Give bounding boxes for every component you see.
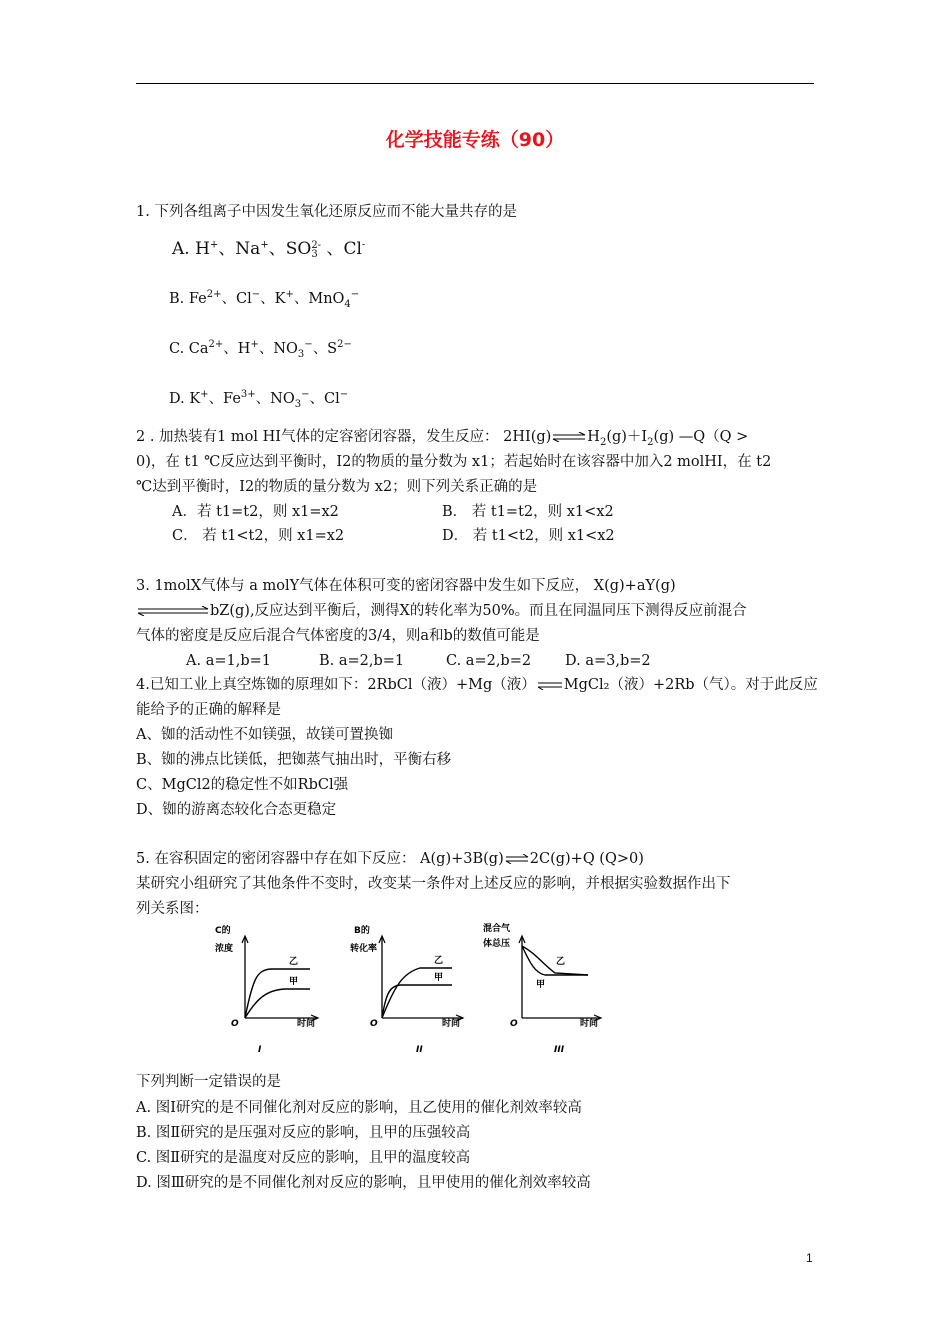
figure-2: [342, 918, 472, 1062]
q5-option-b: B. 图Ⅱ研究的是压强对反应的影响，且甲的压强较高: [136, 1125, 471, 1141]
fig3-xlabel: 时间: [580, 1019, 599, 1029]
equilibrium-arrow-icon: [551, 432, 587, 442]
q2-i2: (g)＋I: [606, 429, 648, 445]
fig2-curve-jia: [382, 985, 452, 1018]
q1-option-a: A. H+、Na+、SO 2- 3 、Cl-: [172, 239, 366, 260]
q5-ask: 下列判断一定错误的是: [136, 1074, 281, 1090]
fig1-label-yi: 乙: [289, 957, 299, 967]
q2-option-a: A．若 t1=t2，则 x1=x2: [172, 504, 339, 520]
fig2-roman: II: [416, 1045, 423, 1055]
q5-option-a: A. 图Ⅰ研究的是不同催化剂对反应的影响，且乙使用的催化剂效率较高: [136, 1100, 582, 1116]
q2-line1-text: 2 . 加热装有1 mol HI气体的定容密闭容器，发生反应： 2HI(g): [136, 429, 552, 445]
q3-option-c: C. a=2,b=2: [446, 653, 532, 669]
figure-1: [205, 918, 325, 1062]
q5-line1: [136, 850, 644, 868]
q3-option-b: B. a=2,b=1: [319, 653, 405, 669]
q3-line1: 3. 1molX气体与 a molY气体在体积可变的密闭容器中发生如下反应， X(g)+aY(g): [136, 578, 676, 594]
q1-option-c: C. $Ca^{2+}$、H+、$NO_3^-$、$S^{2-}$: [169, 339, 352, 360]
q2-q: (g) —Q（Q >: [653, 429, 749, 445]
q2-line2: 0)，在 t1 ℃反应达到平衡时，I2的物质的量分数为 x1；若起始时在该容器中加入2 molHI，在 t2: [136, 454, 772, 470]
equilibrium-arrow-icon: [536, 680, 564, 690]
q5-option-d: D. 图Ⅲ研究的是不同催化剂对反应的影响，且甲使用的催化剂效率较高: [136, 1175, 591, 1191]
fig2-ylabel2: 转化率: [350, 944, 378, 954]
header-rule: [136, 83, 814, 84]
q2-h2: H: [587, 429, 600, 445]
fig1-curve-jia: [245, 989, 310, 1018]
fig3-curve-yi: [522, 946, 588, 975]
q1-option-d: D. K+、$Fe^{3+}$、$NO_3^-$、Cl−: [169, 389, 349, 410]
q3-option-d: D. a=3,b=2: [565, 653, 651, 669]
fig1-curve-yi: [245, 969, 310, 1018]
page-number: 1: [806, 1251, 813, 1265]
fig3-origin: O: [510, 1019, 518, 1029]
q1-option-b: B. $Fe^{2+}$、Cl−、K+、MnO$_4$−: [169, 289, 360, 310]
q2-option-b: B． 若 t1=t2，则 x1<x2: [442, 504, 614, 520]
q1-option-b-label: B.: [169, 291, 185, 307]
q2-option-d: D． 若 t1<t2，则 x1<x2: [442, 528, 615, 544]
fig1-label-jia: 甲: [289, 977, 299, 987]
fig3-label-yi: 乙: [556, 957, 566, 967]
fig2-ylabel1: B的: [354, 926, 370, 936]
fig1-origin: O: [231, 1019, 239, 1029]
equilibrium-arrow-icon: [136, 606, 210, 616]
q1-option-c-label: C.: [169, 341, 185, 357]
q4-option-a: A、铷的活动性不如镁强，故镁可置换铷: [136, 727, 393, 743]
q5-line1-text: 5. 在容积固定的密闭容器中存在如下反应： A(g)+3B(g): [136, 851, 504, 867]
figure-3: [480, 918, 610, 1062]
q5-line3: 列关系图：: [136, 901, 209, 917]
q2-line3: ℃达到平衡时，I2的物质的量分数为 x2；则下列关系正确的是: [136, 479, 538, 495]
fig3-ylabel1: 混合气: [483, 924, 511, 934]
fig3-curve-jia: [522, 946, 588, 975]
q4-line1: [136, 676, 818, 694]
fig1-roman: I: [258, 1045, 262, 1055]
fig2-label-yi: 乙: [434, 956, 444, 966]
fig3-label-jia: 甲: [536, 980, 546, 990]
fig3-ylabel2: 体总压: [483, 939, 511, 949]
fig1-xlabel: 时间: [297, 1019, 316, 1029]
q2-line1: 2 . 加热装有1 mol HI气体的定容密闭容器，发生反应： 2HI(g) $H_2(g)+I_2(g)$ —Q（Q >: [136, 429, 749, 448]
q4-option-c: C、MgCl2的稳定性不如RbCl强: [136, 777, 349, 793]
q4-line2: 能给予的正确的解释是: [136, 702, 281, 718]
page-title: 化学技能专练（90）: [385, 129, 565, 151]
q3-option-a: A. a=1,b=1: [186, 653, 271, 669]
q2-option-c: C． 若 t1<t2，则 x1=x2: [172, 528, 345, 544]
q3-line3: 气体的密度是反应后混合气体密度的3/4，则a和b的数值可能是: [136, 628, 540, 644]
q5-line1-products: 2C(g)+Q (Q>0): [529, 851, 644, 867]
fig1-ylabel2: 浓度: [215, 944, 234, 954]
fig2-label-jia: 甲: [434, 973, 444, 983]
q4-option-d: D、铷的游离态较化合态更稳定: [136, 802, 337, 818]
q3-line2-text: bZ(g),反应达到平衡后，测得X的转化率为50%。而且在同温同压下测得反应前混合: [210, 603, 747, 619]
q4-line1-products: MgCl₂（液）+2Rb（气）。对于此反应: [563, 677, 818, 693]
equilibrium-arrow-icon: [504, 854, 530, 864]
q5-line2: 某研究小组研究了其他条件不变时，改变某一条件对上述反应的影响，并根据实验数据作出下: [136, 876, 731, 892]
q1-option-d-label: D.: [169, 391, 185, 407]
fig2-origin: O: [370, 1019, 378, 1029]
q1-stem: 1. 下列各组离子中因发生氧化还原反应而不能大量共存的是: [136, 204, 517, 220]
q5-option-c: C. 图Ⅱ研究的是温度对反应的影响，且甲的温度较高: [136, 1150, 471, 1166]
q4-option-b: B、铷的沸点比镁低，把铷蒸气抽出时，平衡右移: [136, 752, 452, 768]
fig3-roman: III: [554, 1045, 565, 1055]
fig1-ylabel1: C的: [215, 926, 231, 936]
q4-line1-text: 4.已知工业上真空炼铷的原理如下：2RbCl（液）+Mg（液）: [136, 677, 536, 693]
q3-line2: [136, 602, 747, 620]
fig2-xlabel: 时间: [442, 1019, 461, 1029]
q1-option-a-label: A.: [172, 239, 190, 259]
